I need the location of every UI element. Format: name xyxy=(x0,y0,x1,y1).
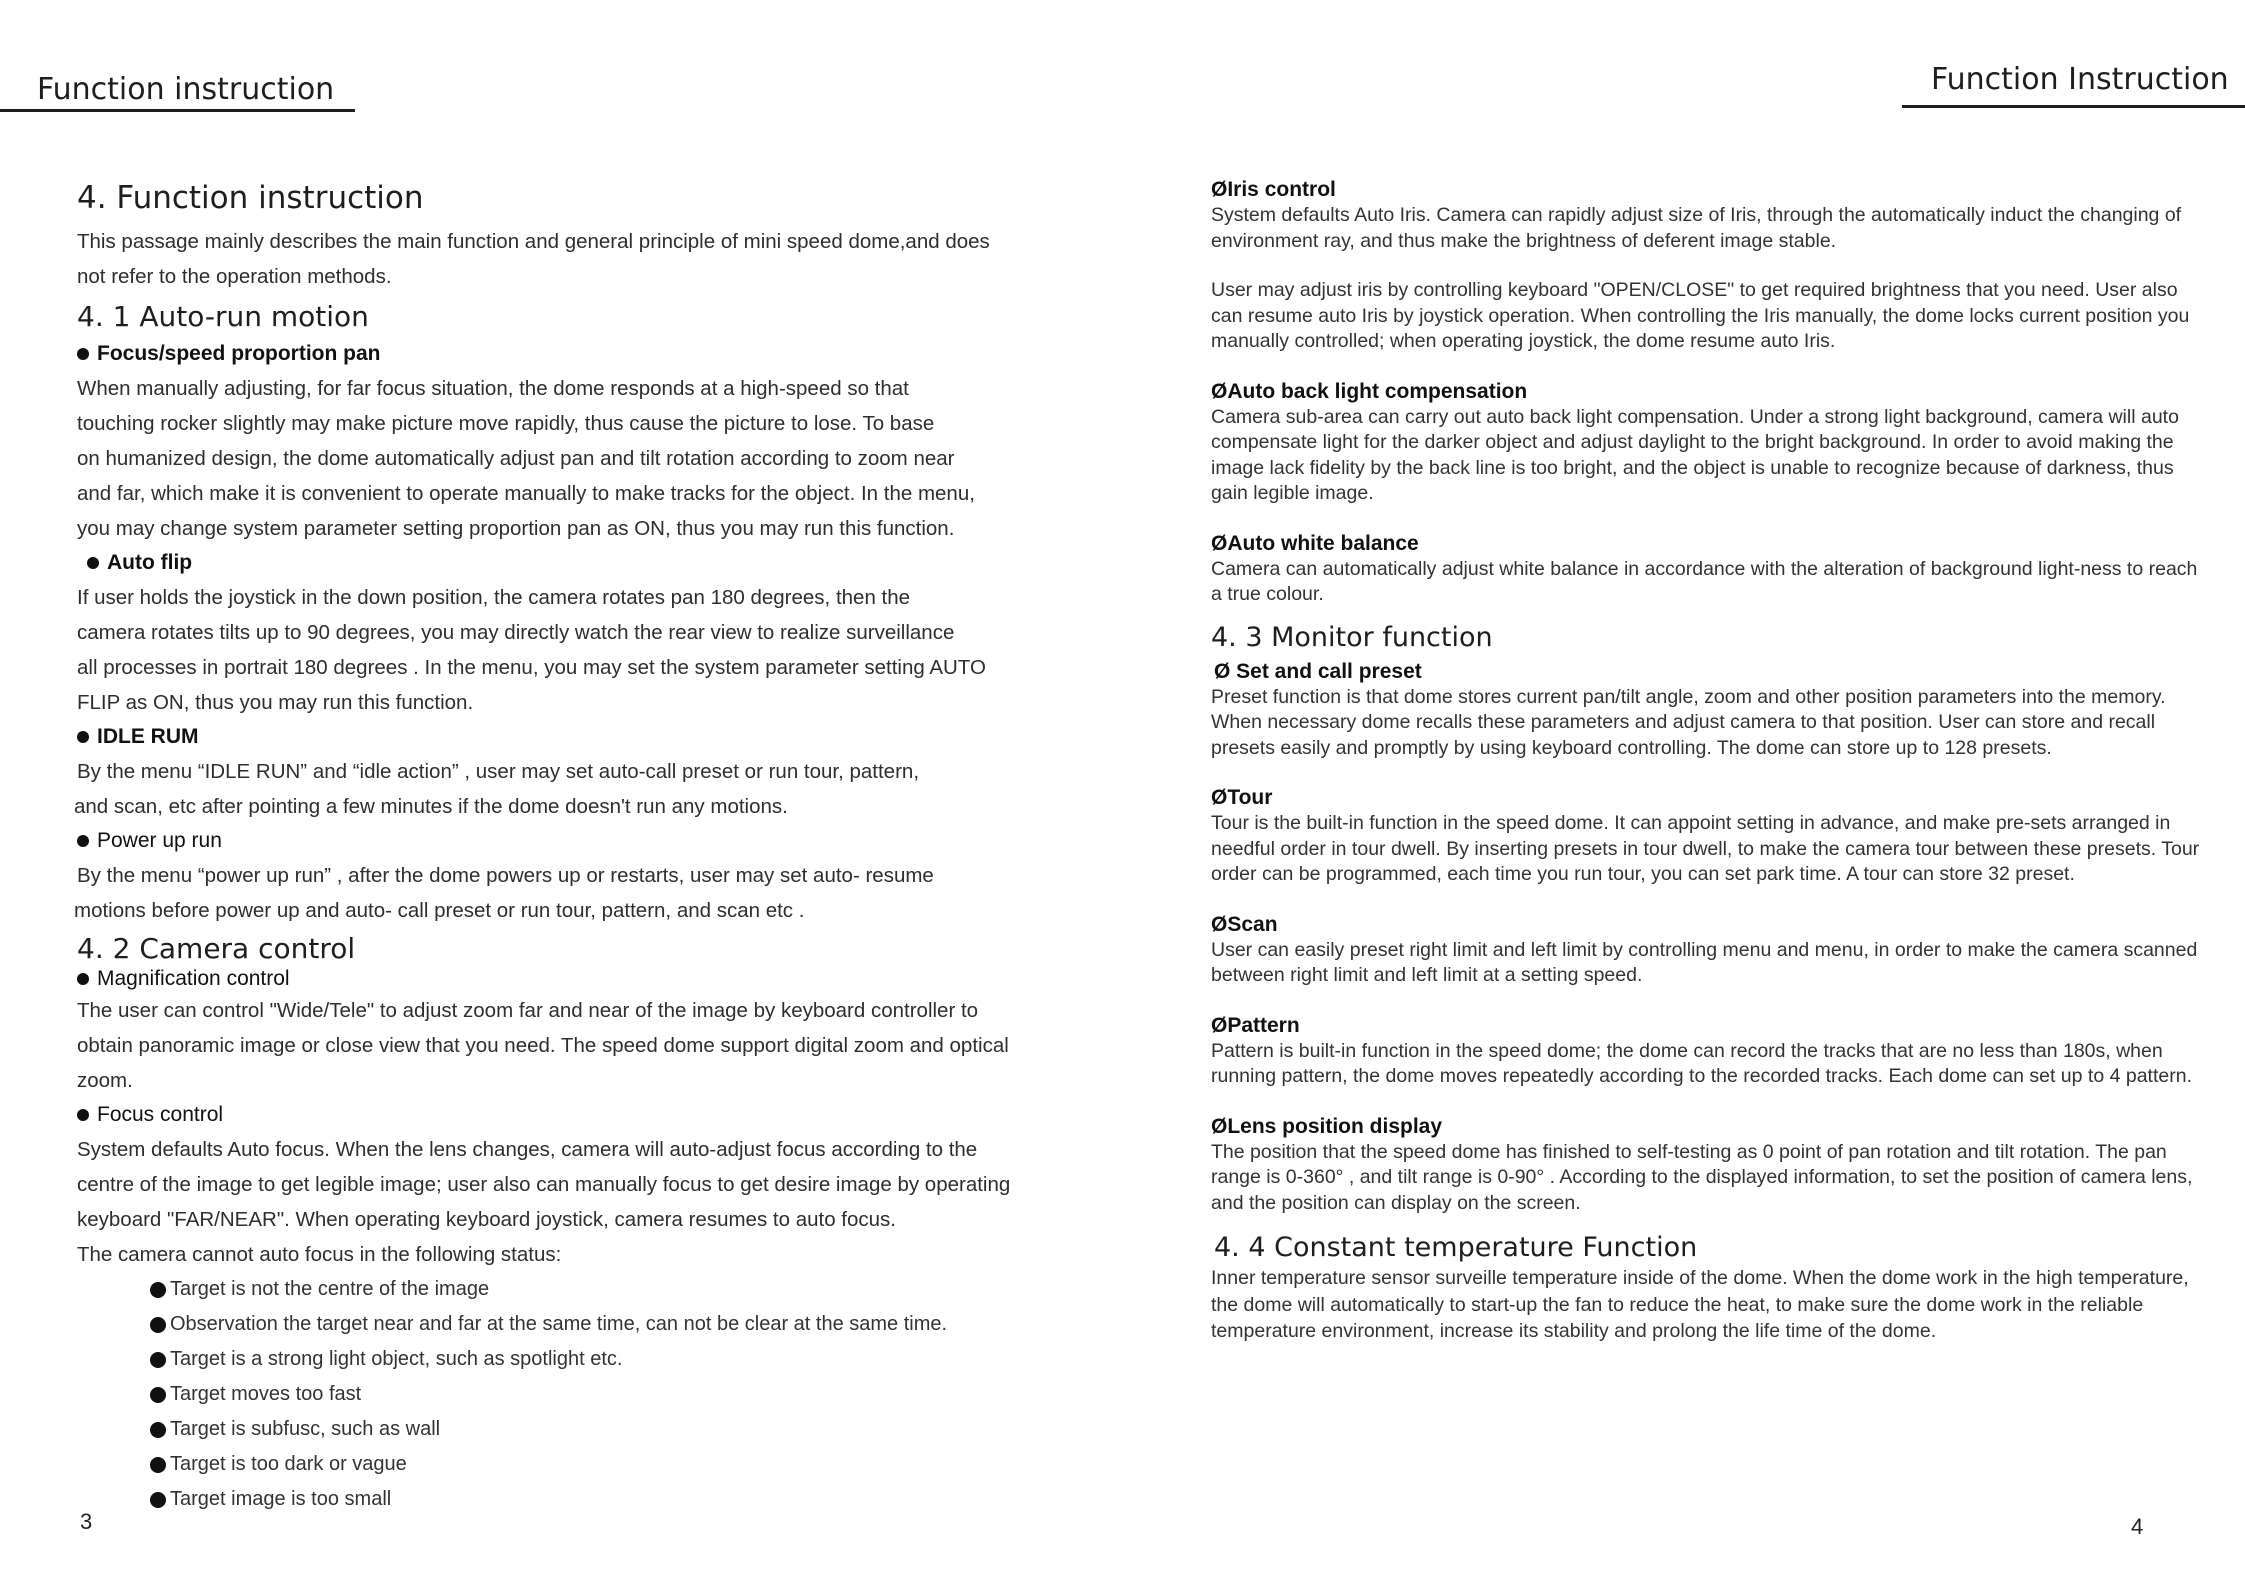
section-4-2-title: 4. 2 Camera control xyxy=(77,932,356,965)
list-item: Target is a strong light object, such as spotlight etc. xyxy=(150,1342,1097,1377)
iris-paragraph: System defaults Auto Iris. Camera can rapidly adjust size of Iris, through the automatically induct the changing of environment ray, and thus make the brightness of deferent image stable. xyxy=(1211,204,2182,252)
body-line: zoom. xyxy=(77,1069,133,1092)
pattern-paragraph: Pattern is built-in function in the speed dome; the dome can record the tracks that are no less than 180s, when running pattern, the dome moves repeatedly according to the recorded tracks. Each dome can set up to 4 pattern. xyxy=(1211,1039,2192,1087)
right-page-number: 4 xyxy=(2131,1514,2144,1539)
right-page-column xyxy=(1211,177,2211,1369)
body-line: and scan, etc after pointing a few minutes if the dome doesn't run any motions. xyxy=(74,795,788,818)
list-item: Target is too dark or vague xyxy=(150,1447,1097,1482)
scan-heading: ØScan xyxy=(1211,912,1278,936)
bullet-dot-icon xyxy=(150,1457,166,1473)
body-line: By the menu “IDLE RUN” and “idle action” , user may set auto-call preset or run tour, pattern, xyxy=(77,760,920,783)
body-line: on humanized design, the dome automatically adjust pan and tilt rotation according to zoom near xyxy=(77,447,955,470)
body-line: System defaults Auto focus. When the lens changes, camera will auto-adjust focus according to the xyxy=(77,1138,978,1161)
left-running-header: Function instruction xyxy=(37,72,335,107)
body-line: and far, which make it is convenient to operate manually to make tracks for the object. In the menu, xyxy=(77,482,975,505)
body-line: keyboard "FAR/NEAR". When operating keyboard joystick, camera resumes to auto focus. xyxy=(77,1208,896,1231)
bullet-dot-icon xyxy=(150,1492,166,1508)
idle-run-heading: IDLE RUM xyxy=(77,720,1097,754)
body-line: motions before power up and auto- call preset or run tour, pattern, and scan etc . xyxy=(74,899,805,922)
focus-control-heading: Focus control xyxy=(77,1098,1097,1132)
preset-paragraph: Preset function is that dome stores current pan/tilt angle, zoom and other position parameters into the memory. When necessary dome recalls these parameters and adjust camera to that position. User can store and recall presets easily and promptly by using keyboard controlling. The dome can store up to 128 presets. xyxy=(1211,685,2166,759)
body-line: The user can control "Wide/Tele" to adjust zoom far and near of the image by keyboard controller to xyxy=(77,999,979,1022)
body-line: When manually adjusting, for far focus situation, the dome responds at a high-speed so that xyxy=(77,377,909,400)
backlight-paragraph: Camera sub-area can carry out auto back light compensation. Under a strong light background, camera will auto compensate light for the darker object and adjust daylight to the bright background. In order to avoid making the image lack fidelity by the back line is too bright, and the object is unable to recognize because of darkness, thus gain legible image. xyxy=(1211,405,2179,504)
section-4-1-title: 4. 1 Auto-run motion xyxy=(77,300,369,333)
body-line: all processes in portrait 180 degrees . In the menu, you may set the system parameter setting AUTO xyxy=(77,656,986,679)
intro-line: This passage mainly describes the main function and general principle of mini speed dome,and does xyxy=(77,230,990,253)
list-item: Target is subfusc, such as wall xyxy=(150,1412,1097,1447)
body-line: obtain panoramic image or close view that you need. The speed dome support digital zoom and optical xyxy=(77,1034,1009,1057)
bullet-dot-icon xyxy=(150,1422,166,1438)
scan-paragraph: User can easily preset right limit and left limit by controlling menu and menu, in order to make the camera scanned between right limit and left limit at a setting speed. xyxy=(1211,938,2198,986)
bullet-dot-icon xyxy=(150,1387,166,1403)
body-line: touching rocker slightly may make picture move rapidly, thus cause the picture to lose. To base xyxy=(77,412,935,435)
right-header-rule xyxy=(1902,105,2245,108)
body-line: camera rotates tilts up to 90 degrees, you may directly watch the rear view to realize surveillance xyxy=(77,621,955,644)
backlight-heading: ØAuto back light compensation xyxy=(1211,379,1528,403)
section-4-title: 4. Function instruction xyxy=(77,180,424,216)
section-4-4-title: 4. 4 Constant temperature Function xyxy=(1214,1232,1698,1263)
list-item: Target is not the centre of the image xyxy=(150,1272,1097,1307)
magnification-heading: Magnification control xyxy=(77,965,1097,993)
white-balance-paragraph: Camera can automatically adjust white balance in accordance with the alteration of background light-ness to reach a true colour. xyxy=(1211,557,2198,605)
focus-speed-heading: Focus/speed proportion pan xyxy=(77,337,1097,371)
iris-paragraph: User may adjust iris by controlling keyboard "OPEN/CLOSE" to get required brightness that you need. User also can resume auto Iris by joystick operation. When controlling the Iris manually, the dome locks current position you manually controlled; when operating joystick, the dome resume auto Iris. xyxy=(1211,279,2190,352)
lens-position-heading: ØLens position display xyxy=(1211,1114,1443,1138)
left-header-rule xyxy=(0,109,355,112)
temperature-paragraph: Inner temperature sensor surveille temperature inside of the dome. When the dome work in the high temperature, the dome will automatically to start-up the fan to reduce the heat, to make sure the dome work in the reliable temperature environment, increase its stability and prolong the life time of the dome. xyxy=(1211,1267,2189,1342)
bullet-dot-icon xyxy=(150,1317,166,1333)
bullet-dot-icon xyxy=(77,1109,89,1121)
power-up-heading: Power up run xyxy=(77,824,1097,858)
left-page-column xyxy=(74,180,1097,1517)
body-line: By the menu “power up run” , after the dome powers up or restarts, user may set auto- resume xyxy=(77,864,934,887)
preset-heading: Ø Set and call preset xyxy=(1214,659,1422,683)
body-line: FLIP as ON, thus you may run this function. xyxy=(77,691,474,714)
left-page-number: 3 xyxy=(80,1509,93,1534)
body-line: The camera cannot auto focus in the following status: xyxy=(77,1243,562,1266)
bullet-dot-icon xyxy=(150,1282,166,1298)
intro-line: not refer to the operation methods. xyxy=(77,265,392,288)
bullet-dot-icon xyxy=(87,557,99,569)
bullet-dot-icon xyxy=(77,973,89,985)
section-4-3-title: 4. 3 Monitor function xyxy=(1211,621,1493,653)
body-line: you may change system parameter setting proportion pan as ON, thus you may run this function. xyxy=(77,517,955,540)
list-item: Observation the target near and far at the same time, can not be clear at the same time. xyxy=(150,1307,1097,1342)
bullet-dot-icon xyxy=(77,731,89,743)
right-running-header: Function Instruction xyxy=(1931,62,2229,97)
auto-flip-heading: Auto flip xyxy=(87,546,1097,580)
tour-heading: ØTour xyxy=(1211,786,1273,809)
body-line: centre of the image to get legible image; user also can manually focus to get desire image by operating xyxy=(77,1173,1011,1196)
tour-paragraph: Tour is the built-in function in the speed dome. It can appoint setting in advance, and make pre-sets arranged in needful order in tour dwell. By inserting presets in tour dwell, to make the camera tour between these presets. Tour order can be programmed, each time you run tour, you can set park time. A tour can store 32 preset. xyxy=(1211,812,2200,885)
bullet-dot-icon xyxy=(77,348,89,360)
list-item: Target image is too small xyxy=(150,1482,1097,1517)
bullet-dot-icon xyxy=(150,1352,166,1368)
bullet-dot-icon xyxy=(77,835,89,847)
white-balance-heading: ØAuto white balance xyxy=(1211,531,1419,555)
lens-position-paragraph: The position that the speed dome has finished to self-testing as 0 point of pan rotation and tilt rotation. The pan range is 0-360° , and tilt range is 0-90° . According to the displayed information, to set the position of camera lens, and the position can display on the screen. xyxy=(1211,1140,2193,1214)
list-item: Target moves too fast xyxy=(150,1377,1097,1412)
iris-control-heading: ØIris control xyxy=(1211,178,1336,201)
body-line: If user holds the joystick in the down position, the camera rotates pan 180 degrees, then the xyxy=(77,586,911,609)
pattern-heading: ØPattern xyxy=(1211,1013,1300,1037)
